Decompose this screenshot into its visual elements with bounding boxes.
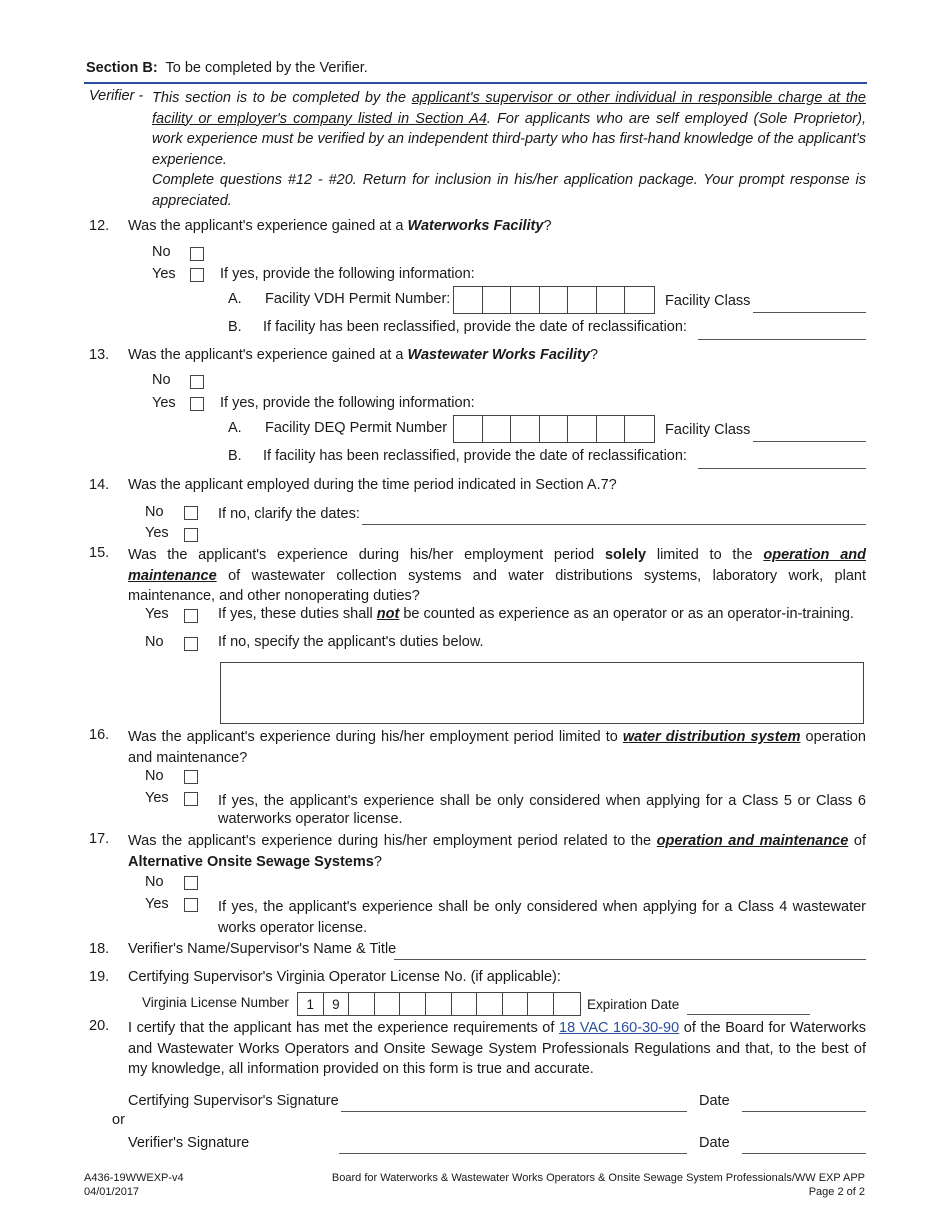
q15-yes-label: Yes [145,606,169,622]
q15-duties-textbox[interactable] [220,662,864,724]
q15-yes-text-b: be counted as experience as an operator or as an operator-in-training. [403,606,854,622]
q16-no-label: No [145,768,164,784]
q13-b-letter: B. [228,448,242,464]
q19-license-label: Virginia License Number [142,995,289,1010]
q14-no-label: No [145,504,164,520]
q17-yes-label: Yes [145,896,169,912]
q15-no-label: No [145,634,164,650]
q15-yes-checkbox[interactable] [184,609,198,623]
license-digit-cell[interactable] [400,993,426,1015]
q20-text-b: of the Board for Waterworks and Wastewater Works Operators and Onsite Sewage System Professionals Regulations and that, to the best of my knowledge, all information provided on this form is true and accurate. [128,1020,867,1077]
q17-qmark: ? [373,853,382,870]
q19-expiration-date-field[interactable] [687,1014,810,1015]
q14-no-checkbox[interactable] [184,506,198,520]
q17-question [128,831,866,872]
q14-dates-field[interactable] [362,524,866,525]
verifier-text-b: . For applicants who are self employed (Sole Proprietor), work experience must be verified by an independent third-party who has first-hand knowledge of the applicant's experience. [152,110,866,168]
q17-text-b: of [853,833,866,849]
q20-text-a: I certify that the applicant has met the experience requirements of [128,1020,555,1036]
license-digit-cell[interactable] [375,993,401,1015]
supervisor-signature-field[interactable] [341,1111,687,1112]
q18-name-title-field[interactable] [394,959,866,960]
section-text: To be completed by the Verifier. [165,60,368,76]
q17-yes-text: If yes, the applicant's experience shall be only considered when applying for a Class 4 wastewater works operator license. [218,899,866,936]
q16-yes-text: If yes, the applicant's experience shall be only considered when applying for a Class 5 or Class 6 waterworks operator license. [218,793,866,827]
q15-solely: solely [604,547,647,563]
q18-label: Verifier's Name/Supervisor's Name & Title [128,941,397,957]
q13-yes-checkbox[interactable] [190,397,204,411]
license-digit-cell[interactable] [477,993,503,1015]
q17-emphasis: operation and maintenance [656,833,849,849]
q14-no-text: If no, clarify the dates: [218,506,360,522]
q16-question [128,727,866,768]
q13-facility-class-label: Facility Class [665,422,751,438]
q16-yes-label: Yes [145,790,169,806]
q16-no-checkbox[interactable] [184,770,198,784]
q13-permit-cell[interactable] [483,416,512,442]
q12-permit-number-field[interactable] [453,286,655,314]
q13-permit-cell[interactable] [625,416,654,442]
q16-number: 16. [89,727,110,743]
q15-question [128,545,866,607]
license-digit-cell[interactable] [426,993,452,1015]
q13-no-checkbox[interactable] [190,375,204,389]
q14-number: 14. [89,477,110,493]
q12-permit-cell[interactable] [597,287,626,313]
q13-yes-label: Yes [152,395,176,411]
q15-yes-text [218,606,854,622]
license-digit-cell[interactable] [528,993,554,1015]
or-label: or [112,1112,125,1128]
q15-text-a: Was the applicant's experience during his/her employment period [128,547,595,563]
q12-permit-cell[interactable] [540,287,569,313]
q15-number: 15. [89,545,110,561]
date1-label: Date [699,1093,730,1109]
q12-number: 12. [89,218,110,234]
verifier-text-a: This section is to be completed by the [152,90,407,106]
q14-question: Was the applicant employed during the time period indicated in Section A.7? [128,477,617,493]
q12-facility-class-field[interactable] [753,312,866,313]
q15-text-c: of wastewater collection systems and water distributions systems, laboratory work, plant maintenance, and other nonoperating duties? [128,567,867,604]
q12-permit-cell[interactable] [568,287,597,313]
q20-certification [128,1018,866,1080]
q12-a-letter: A. [228,291,242,307]
q13-reclass-label: If facility has been reclassified, provide the date of reclassification: [263,448,687,464]
q13-qmark: ? [589,347,599,363]
license-digit-cell[interactable] [554,993,580,1015]
q16-text-b: operation and maintenance? [128,729,866,766]
q17-number: 17. [89,831,110,847]
q15-yes-text-a: If yes, these duties shall [218,606,373,622]
q17-text-a: Was the applicant's experience during his/her employment period related to the [128,833,652,849]
q13-permit-cell[interactable] [568,416,597,442]
q13-permit-cell[interactable] [597,416,626,442]
q13-number: 13. [89,347,110,363]
date2-field[interactable] [742,1153,866,1154]
q12-emphasis: Waterworks Facility [407,218,544,234]
q17-yes-checkbox[interactable] [184,898,198,912]
q20-number: 20. [89,1018,110,1034]
q13-yes-text: If yes, provide the following information: [220,395,475,411]
section-header [86,60,368,76]
q13-a-letter: A. [228,420,242,436]
q15-text-b: limited to the [656,547,753,563]
footer-form-id: A436-19WWEXP-v4 [84,1172,184,1184]
verifier-label: Verifier - [89,88,144,104]
footer-page: Page 2 of 2 [808,1186,865,1198]
q13-facility-class-field[interactable] [753,441,866,442]
footer-form-date: 04/01/2017 [84,1186,140,1198]
license-digit-cell[interactable] [503,993,529,1015]
q19-license-number-field[interactable] [297,992,581,1016]
q15-emphasis: operation and maintenance [128,547,866,584]
q13-text: Was the applicant's experience gained at a [128,347,404,363]
date1-field[interactable] [742,1111,866,1112]
q12-question [128,218,552,234]
q13-no-label: No [152,372,171,388]
section-label: Section B: [86,60,158,76]
q19-expiration-label: Expiration Date [587,997,680,1012]
q14-yes-label: Yes [145,525,169,541]
q12-reclass-date-field[interactable] [698,339,866,340]
verifier-instructions [152,88,866,170]
q12-permit-label: Facility VDH Permit Number: [265,291,451,307]
q17-no-label: No [145,874,164,890]
q16-yes-checkbox[interactable] [184,792,198,806]
q17-no-checkbox[interactable] [184,876,198,890]
license-digit-cell[interactable] [349,993,375,1015]
q14-yes-checkbox[interactable] [184,528,198,542]
q12-yes-label: Yes [152,266,176,282]
supervisor-signature-label: Certifying Supervisor's Signature [128,1093,339,1109]
q17-aoss: Alternative Onsite Sewage Systems [128,853,374,870]
q12-reclass-label: If facility has been reclassified, provide the date of reclassification: [263,319,687,335]
regulation-link[interactable]: 18 VAC 160-30-90 [559,1020,680,1036]
q12-no-label: No [152,244,171,260]
verifier-signature-label: Verifier's Signature [128,1135,250,1151]
q12-text: Was the applicant's experience gained at a [128,218,404,234]
verifier-signature-field[interactable] [339,1153,687,1154]
q13-permit-cell[interactable] [454,416,483,442]
q13-permit-cell[interactable] [540,416,569,442]
q12-yes-text: If yes, provide the following information: [220,266,475,282]
q15-no-checkbox[interactable] [184,637,198,651]
q13-permit-label: Facility DEQ Permit Number [265,420,448,436]
section-divider [84,82,867,84]
q12-permit-cell[interactable] [483,287,512,313]
footer-board: Board for Waterworks & Wastewater Works Operators & Onsite Sewage System Professionals/WW EXP APP [331,1172,865,1184]
q16-emphasis: water distribution system [622,729,801,745]
verifier-responsible-party: applicant's supervisor or other individual in responsible charge at the facility or employer's company listed in Section A4 [152,90,866,127]
q13-permit-number-field[interactable] [453,415,655,443]
verifier-return-note: Complete questions #12 - #20. Return for inclusion in his/her application package. Your prompt response is appreciated. [152,172,866,209]
q13-question [128,347,598,363]
q12-permit-cell[interactable] [454,287,483,313]
q12-permit-cell[interactable] [511,287,540,313]
q19-number: 19. [89,969,110,985]
q12-b-letter: B. [228,319,242,335]
q13-reclass-date-field[interactable] [698,468,866,469]
q16-text-a: Was the applicant's experience during his/her employment period limited to [128,729,618,745]
license-digit-cell[interactable]: 1 [298,993,324,1015]
q13-permit-cell[interactable] [511,416,540,442]
q12-yes-checkbox[interactable] [190,268,204,282]
q12-qmark: ? [543,218,552,234]
q18-number: 18. [89,941,110,957]
license-digit-cell[interactable] [452,993,478,1015]
q19-label: Certifying Supervisor's Virginia Operator License No. (if applicable): [128,969,561,985]
q15-no-text: If no, specify the applicant's duties below. [218,634,484,650]
date2-label: Date [699,1135,730,1151]
license-digit-cell[interactable]: 9 [324,993,350,1015]
q13-emphasis: Wastewater Works Facility [407,347,590,363]
q15-not: not [376,606,400,622]
q12-permit-cell[interactable] [625,287,654,313]
q12-facility-class-label: Facility Class [665,293,751,309]
q12-no-checkbox[interactable] [190,247,204,261]
